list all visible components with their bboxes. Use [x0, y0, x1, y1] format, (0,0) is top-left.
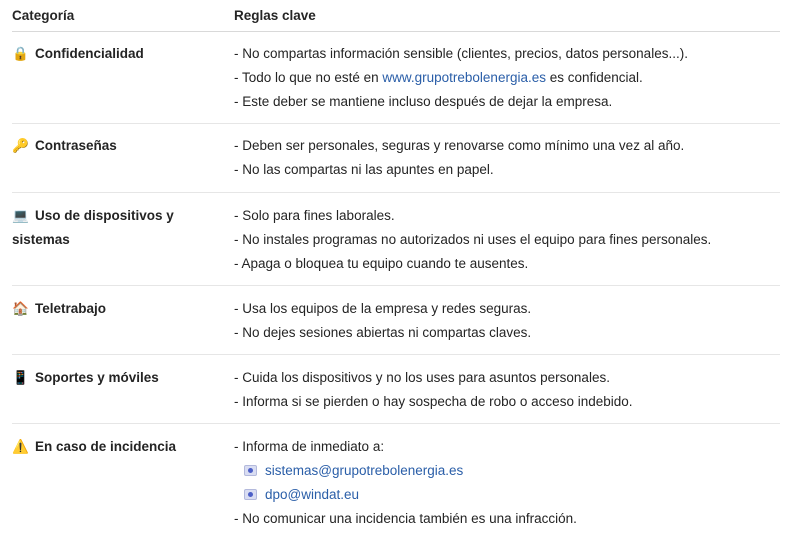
category-label: Confidencialidad [35, 46, 144, 61]
rule-item: - Cuida los dispositivos y no los uses para asuntos personales. [234, 370, 610, 385]
rules-cell [234, 42, 780, 123]
table-row-incidencia [12, 424, 780, 542]
category-label: Contraseñas [35, 138, 117, 153]
category-label: Teletrabajo [35, 301, 107, 316]
rule-item: - No dejes sesiones abiertas ni compartas claves. [234, 325, 532, 340]
contact-item [234, 459, 780, 483]
category-cell [12, 204, 234, 285]
category-cell [12, 42, 234, 123]
category-cell [12, 435, 234, 542]
table-row-teletrabajo [12, 286, 780, 355]
category-label: En caso de incidencia [35, 439, 177, 454]
rule-item: - No las compartas ni las apuntes en papel. [234, 162, 494, 177]
house-icon: 🏠 [12, 301, 29, 316]
table-header [12, 0, 780, 32]
contact-item [234, 483, 780, 507]
email-link-dpo[interactable]: dpo@windat.eu [265, 487, 360, 502]
warning-icon: ⚠️ [12, 439, 29, 454]
rule-item [234, 66, 780, 90]
rules-cell [234, 204, 780, 285]
link-bullet-icon [244, 489, 257, 500]
link-bullet-icon [244, 465, 257, 476]
rule-text: - Todo lo que no esté en [234, 70, 383, 85]
rules-cell [234, 134, 780, 192]
mobile-phone-icon: 📱 [12, 370, 29, 385]
rule-item: - Informa de inmediato a: [234, 439, 385, 454]
header-rules: Reglas clave [234, 8, 316, 23]
rule-item: - Informa si se pierden o hay sospecha de robo o acceso indebido. [234, 394, 633, 409]
rule-item: - No instales programas no autorizados ni uses el equipo para fines personales. [234, 232, 712, 247]
category-label-cont: sistemas [12, 232, 70, 247]
rules-cell [234, 297, 780, 354]
category-cell [12, 366, 234, 423]
table-row-contrasenas [12, 124, 780, 193]
laptop-icon: 💻 [12, 208, 29, 223]
key-icon: 🔑 [12, 138, 29, 153]
category-cell [12, 297, 234, 354]
table-row-soportes [12, 355, 780, 424]
table-row-dispositivos [12, 193, 780, 286]
category-label: Uso de dispositivos y [35, 208, 174, 223]
rule-item: - Solo para fines laborales. [234, 208, 395, 223]
rule-item: - Este deber se mantiene incluso después de dejar la empresa. [234, 94, 613, 109]
category-label: Soportes y móviles [35, 370, 159, 385]
rules-cell [234, 435, 780, 542]
rule-item: - No comunicar una incidencia también es una infracción. [234, 511, 577, 526]
rule-item: - Apaga o bloquea tu equipo cuando te ausentes. [234, 256, 529, 271]
category-cell [12, 134, 234, 192]
header-category: Categoría [12, 8, 75, 23]
lock-icon: 🔒 [12, 46, 29, 61]
rule-item: - Deben ser personales, seguras y renovarse como mínimo una vez al año. [234, 138, 685, 153]
rule-item: - No compartas información sensible (clientes, precios, datos personales...). [234, 46, 688, 61]
website-link[interactable]: www.grupotrebolenergia.es [382, 70, 546, 85]
rule-item: - Usa los equipos de la empresa y redes seguras. [234, 301, 532, 316]
rule-text: es confidencial. [545, 70, 643, 85]
table-row-confidencialidad [12, 32, 780, 124]
rules-cell [234, 366, 780, 423]
email-link-sistemas[interactable]: sistemas@grupotrebolenergia.es [265, 463, 464, 478]
rules-table [12, 0, 780, 542]
